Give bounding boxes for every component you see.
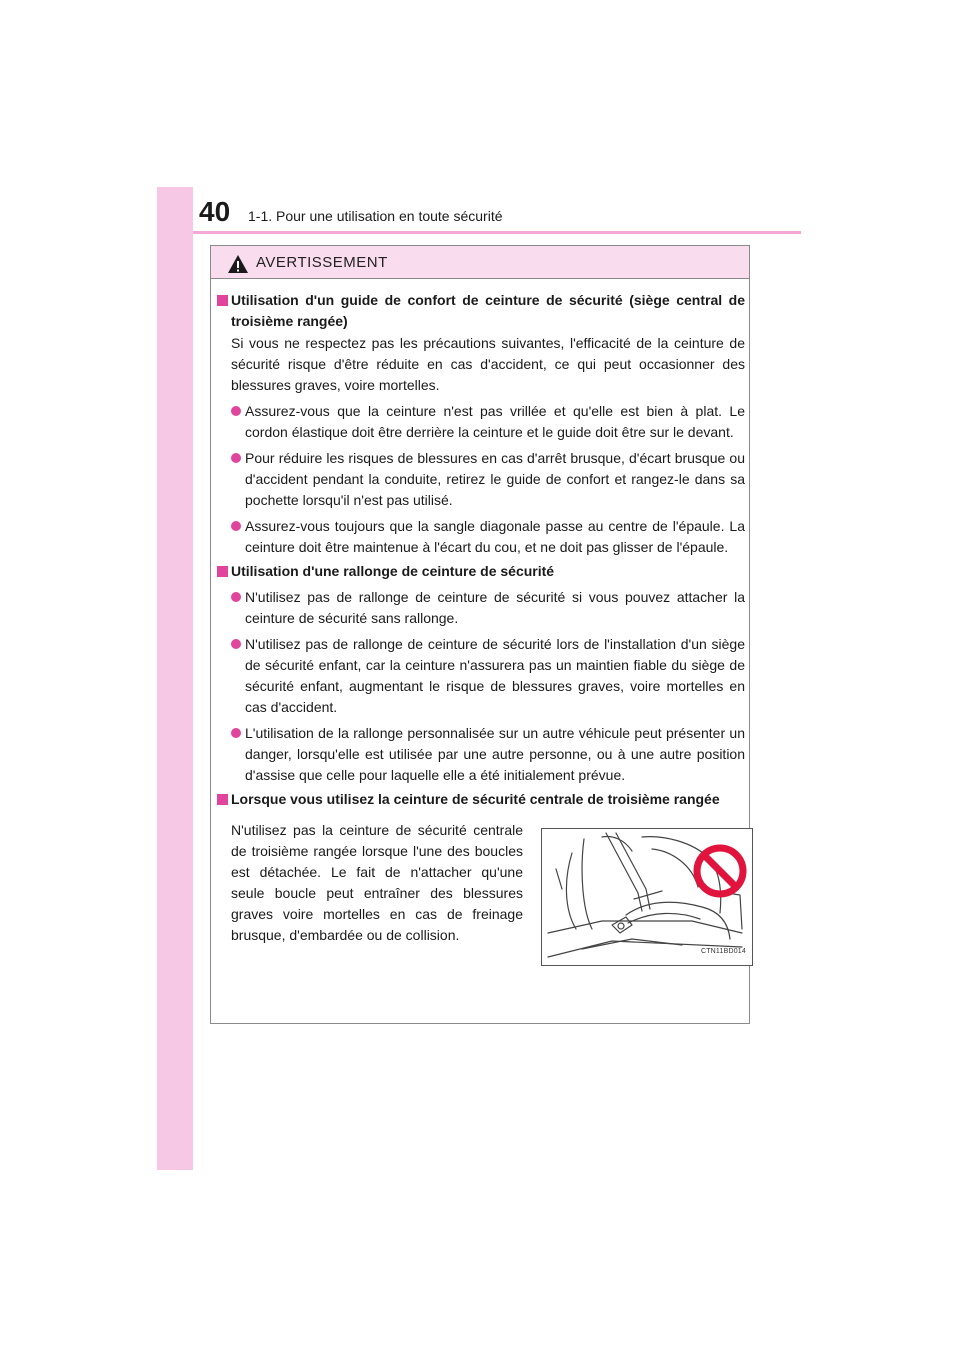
list-item-text: Pour réduire les risques de blessures en cas d'arrêt brusque, d'écart brusque ou d'accident pendant la conduite, retirez le guide de confort et rangez-le dans sa pochette lorsqu'il n'est pas utilisé. [245,450,745,508]
pink-dot-icon [231,639,241,649]
warning-title: AVERTISSEMENT [256,254,388,271]
list-item [231,723,745,786]
list-item [231,448,745,511]
no-entry-icon [692,843,748,899]
list-item-text: N'utilisez pas de rallonge de ceinture de sécurité lors de l'installation d'un siège de sécurité enfant, car la ceinture n'assurera pas un maintien fiable du siège de sécurité enfant, augmentant le risque de blessures graves, voire mortelles en cas d'accident. [245,636,745,715]
pink-dot-icon [231,521,241,531]
list-item [231,401,745,443]
warning-box [210,245,750,1024]
list-item-text: Assurez-vous toujours que la sangle diagonale passe au centre de l'épaule. La ceinture doit être maintenue à l'écart du cou, et ne doit pas glisser de l'épaule. [245,518,745,555]
section-title: Utilisation d'une rallonge de ceinture de sécurité [231,563,555,579]
page-number: 40 [199,196,231,227]
pink-square-icon [217,794,228,805]
list-item [231,587,745,629]
header-divider [193,231,801,234]
list-item [231,516,745,558]
section-rallonge [215,561,745,786]
pink-dot-icon [231,406,241,416]
list-item-text: N'utilisez pas de rallonge de ceinture de sécurité si vous pouvez attacher la ceinture de sécurité sans rallonge. [245,589,745,626]
warning-content [215,290,745,973]
section-text: N'utilisez pas la ceinture de sécurité centrale de troisième rangée lorsque l'une des boucles est détachée. Le fait de n'attacher qu'une seule boucle peut entraîner des blessures graves voire mortelles en cas de freinage brusque, d'embardée ou de collision. [231,822,523,943]
side-tab [157,187,193,1170]
section-guide-confort [215,290,745,558]
seatbelt-illustration [541,828,753,966]
pink-dot-icon [231,453,241,463]
warning-header [211,246,749,279]
pink-dot-icon [231,592,241,602]
pink-dot-icon [231,728,241,738]
pink-square-icon [217,566,228,577]
section-title: Utilisation d'un guide de confort de ceinture de sécurité (siège central de troisième rangée) [231,292,745,329]
list-item-text: Assurez-vous que la ceinture n'est pas vrillée et qu'elle est bien à plat. Le cordon élastique doit être derrière la ceinture et le guide doit être sur le devant. [245,403,745,440]
list-item-text: L'utilisation de la rallonge personnalisée sur un autre véhicule peut présenter un danger, lorsqu'elle est utilisée par une autre personne, ou à une autre position d'assise que celle pour laquelle elle a été initialement prévue. [245,725,745,783]
section-intro: Si vous ne respectez pas les précautions suivantes, l'efficacité de la ceinture de sécurité risque d'être réduite en cas d'accident, ce qui peut occasionner des blessures graves, voire mortelles. [231,335,745,393]
figure-code: CTN11BD014 [700,948,746,955]
section-title: Lorsque vous utilisez la ceinture de sécurité centrale de troisième rangée [231,791,720,807]
pink-square-icon [217,295,228,306]
list-item [231,634,745,718]
section-body [231,820,745,970]
warning-triangle-icon [227,254,249,274]
section-ceinture-centrale [215,789,745,970]
chapter-title: 1-1. Pour une utilisation en toute sécurité [248,208,503,224]
